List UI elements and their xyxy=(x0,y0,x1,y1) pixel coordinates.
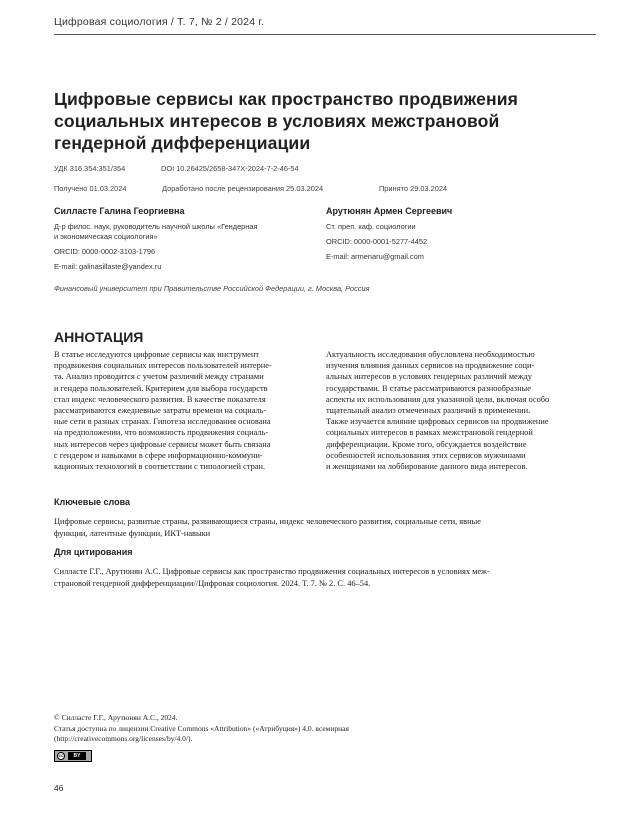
abstract-line: на предположении, что возможность продвижения социаль- xyxy=(54,428,269,438)
author-block xyxy=(326,206,586,261)
abstract-line: стал индекс человеческого развития. В качестве показателя xyxy=(54,394,266,404)
abstract-line: кационных технологий в соответствии с типологией стран. xyxy=(54,462,266,472)
citation-line: Силласте Г.Г., Арутюнян А.С. Цифровые сервисы как пространство продвижения социальных интересов в условиях меж- xyxy=(54,567,490,576)
author-position-line: и экономическая социология» xyxy=(54,232,158,241)
article-title xyxy=(54,88,574,154)
abstract-line: дифференциации. Кроме того, обсуждается воздействие xyxy=(326,439,527,449)
author-orcid: ORCID: 0000-0001-5277-4452 xyxy=(326,237,428,246)
abstract-line: тщательный анализ отмеченных различий в применении. xyxy=(326,406,531,416)
abstract-right-column xyxy=(326,349,577,472)
abstract-line: продвижения социальных интересов пользователей интерне- xyxy=(54,361,272,371)
abstract-line: В статье исследуются цифровые сервисы как инструмент xyxy=(54,350,260,359)
accepted-date: Принято 29.03.2024 xyxy=(379,184,448,193)
author-position-line: Д-р филос. наук, руководитель научной школы «Гендерная xyxy=(54,222,258,231)
title-line: гендерной дифференциации xyxy=(54,133,311,153)
header-rule xyxy=(54,34,596,35)
author-position: Ст. преп. каф. социологии xyxy=(326,222,416,231)
revised-date: Доработано после рецензирования 25.03.2024 xyxy=(162,184,324,193)
keywords-line: Цифровые сервисы, развитые страны, развивающиеся страны, индекс человеческого развития, социальные сети, явные xyxy=(54,517,481,526)
author-name: Силласте Галина Георгиевна xyxy=(54,206,185,216)
author-email[interactable]: E-mail: armenaru@gmail.com xyxy=(326,252,424,261)
abstract-line: особенностей использования этих сервисов мужчинами xyxy=(326,450,526,460)
author-orcid: ORCID: 0000-0002-3103-1796 xyxy=(54,247,156,256)
page-number: 46 xyxy=(54,783,64,793)
title-line: социальных интересов в условиях межстрановой xyxy=(54,111,500,131)
affiliation: Финансовый университет при Правительстве Российской Федерации, г. Москва, Россия xyxy=(54,284,370,293)
cc-icon: cc xyxy=(58,753,64,758)
abstract-line: социальных интересов в рамках межстрановой гендерной xyxy=(326,428,533,438)
license-text xyxy=(54,713,474,745)
received-date: Получено 01.03.2024 xyxy=(54,184,127,193)
author-block xyxy=(54,206,314,271)
copyright-line: © Силласте Г.Г., Арутюнян А.С., 2024. xyxy=(54,713,178,722)
title-line: Цифровые сервисы как пространство продвижения xyxy=(54,89,518,109)
abstract-line: та. Анализ проводится с учетом различий между странами xyxy=(54,372,264,382)
author-email[interactable]: E-mail: galinasillaste@yandex.ru xyxy=(54,262,162,271)
citation-heading: Для цитирования xyxy=(54,547,133,557)
doi: DOI 10.26425/2658-347X-2024-7-2-46-54 xyxy=(161,164,299,173)
keywords-heading: Ключевые слова xyxy=(54,497,131,507)
abstract-line: государствами. В статье рассматриваются разнообразные xyxy=(326,383,531,393)
keywords-line: функции, латентные функции, ИКТ-навыки xyxy=(54,528,211,538)
by-icon: BY xyxy=(68,752,86,760)
udk: УДК 316.354:351/354 xyxy=(54,164,126,173)
abstract-line: и гендера пользователей. Критерием для выбора государств xyxy=(54,383,268,393)
abstract-line: ные сети в разных странах. Гипотеза исследования основана xyxy=(54,417,271,427)
citation-line: страновой гендерной дифференциации//Цифровая социология. 2024. Т. 7. № 2. С. 46–54. xyxy=(54,578,371,588)
abstract-line: и женщинами на лоббирование данного вида интересов. xyxy=(326,462,528,472)
abstract-line: альных интересов в условиях гендерных различий между xyxy=(326,372,532,382)
abstract-left-column xyxy=(54,349,301,472)
license-url[interactable]: (http://creativecommons.org/licenses/by/4.0/). xyxy=(54,734,193,743)
abstract-heading: АННОТАЦИЯ xyxy=(54,329,144,345)
abstract-line: Также изучается влияние цифровых сервисов на продвижение xyxy=(326,417,549,427)
author-position xyxy=(54,222,314,242)
keywords-text xyxy=(54,516,599,540)
citation-text xyxy=(54,566,599,590)
abstract-line: Актуальность исследования обусловлена необходимостью xyxy=(326,350,535,359)
abstract-line: ных интересов через цифровые сервисы может быть связана xyxy=(54,439,271,449)
cc-by-license-icon[interactable] xyxy=(54,750,92,762)
abstract-line: аспекты их использования для указанной цели, включая особо xyxy=(326,394,550,404)
license-line: Статья доступна по лицензии Creative Commons «Attribution» («Атрибуция») 4.0. всемирная xyxy=(54,723,349,733)
abstract-line: изучения влияния данных сервисов на продвижение соци- xyxy=(326,361,535,371)
abstract-line: рассматриваются ежедневные затраты времени на социаль- xyxy=(54,406,267,416)
running-header: Цифровая социология / Т. 7, № 2 / 2024 г. xyxy=(54,16,265,28)
author-name: Арутюнян Армен Сергеевич xyxy=(326,206,453,216)
abstract-line: с гендером и навыками в сфере информационно-коммуни- xyxy=(54,450,263,460)
